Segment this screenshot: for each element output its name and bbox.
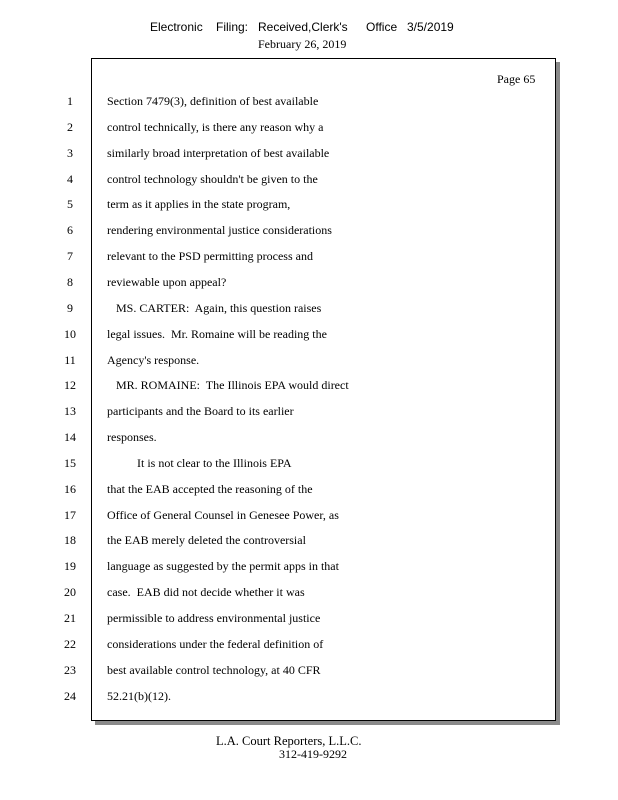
line-number: 7	[67, 249, 73, 263]
line-text: considerations under the federal definition of	[107, 637, 324, 651]
line-text: rendering environmental justice considerations	[107, 223, 332, 237]
line-text: MS. CARTER: Again, this question raises	[107, 301, 322, 315]
stamp-electronic: Electronic	[150, 20, 203, 34]
line-number: 4	[67, 172, 73, 186]
line-text: that the EAB accepted the reasoning of the	[107, 482, 313, 496]
line-number: 6	[67, 223, 73, 237]
line-text: control technically, is there any reason why a	[107, 120, 324, 134]
line-number: 19	[64, 559, 76, 573]
stamp-office: Office	[366, 20, 398, 34]
line-text: permissible to address environmental justice	[107, 611, 321, 625]
line-text: case. EAB did not decide whether it was	[107, 585, 305, 599]
line-number: 23	[64, 663, 76, 677]
line-number: 1	[67, 94, 73, 108]
line-text: It is not clear to the Illinois EPA	[107, 456, 292, 470]
line-number: 24	[64, 689, 76, 703]
line-number: 5	[67, 197, 73, 211]
line-number: 20	[64, 585, 76, 599]
filing-stamp-header	[0, 20, 618, 36]
line-text: Office of General Counsel in Genesee Power, as	[107, 508, 339, 522]
line-text: similarly broad interpretation of best available	[107, 146, 330, 160]
line-text: term as it applies in the state program,	[107, 197, 291, 211]
line-text: the EAB merely deleted the controversial	[107, 533, 306, 547]
line-text: Agency's response.	[107, 353, 200, 367]
line-text: language as suggested by the permit apps in that	[107, 559, 339, 573]
stamp-filing: Filing:	[216, 20, 249, 34]
line-number: 13	[64, 404, 76, 418]
line-text: responses.	[107, 430, 157, 444]
line-number: 9	[67, 301, 73, 315]
reporter-phone: 312-419-9292	[279, 747, 347, 761]
line-text: control technology shouldn't be given to the	[107, 172, 318, 186]
line-text: relevant to the PSD permitting process and	[107, 249, 313, 263]
line-number: 17	[64, 508, 76, 522]
line-number: 16	[64, 482, 76, 496]
line-number: 8	[67, 275, 73, 289]
line-number: 18	[64, 533, 76, 547]
line-number: 12	[64, 378, 76, 392]
line-text: best available control technology, at 40 CFR	[107, 663, 321, 677]
page-number: Page 65	[497, 72, 536, 86]
line-number: 14	[64, 430, 76, 444]
line-number: 22	[64, 637, 76, 651]
line-number: 10	[64, 327, 76, 341]
line-number: 15	[64, 456, 76, 470]
line-text: participants and the Board to its earlier	[107, 404, 294, 418]
reporter-company: L.A. Court Reporters, L.L.C.	[216, 734, 362, 748]
stamp-date: 3/5/2019	[407, 20, 454, 34]
line-number: 11	[64, 353, 76, 367]
line-number: 2	[67, 120, 73, 134]
line-text: legal issues. Mr. Romaine will be reading the	[107, 327, 327, 341]
line-text: MR. ROMAINE: The Illinois EPA would direct	[107, 378, 349, 392]
line-number: 3	[67, 146, 73, 160]
line-text: reviewable upon appeal?	[107, 275, 227, 289]
line-number: 21	[64, 611, 76, 625]
line-text: Section 7479(3), definition of best available	[107, 94, 319, 108]
stamp-received: Received,Clerk's	[258, 20, 348, 34]
line-text: 52.21(b)(12).	[107, 689, 171, 703]
filed-date: February 26, 2019	[258, 37, 347, 51]
